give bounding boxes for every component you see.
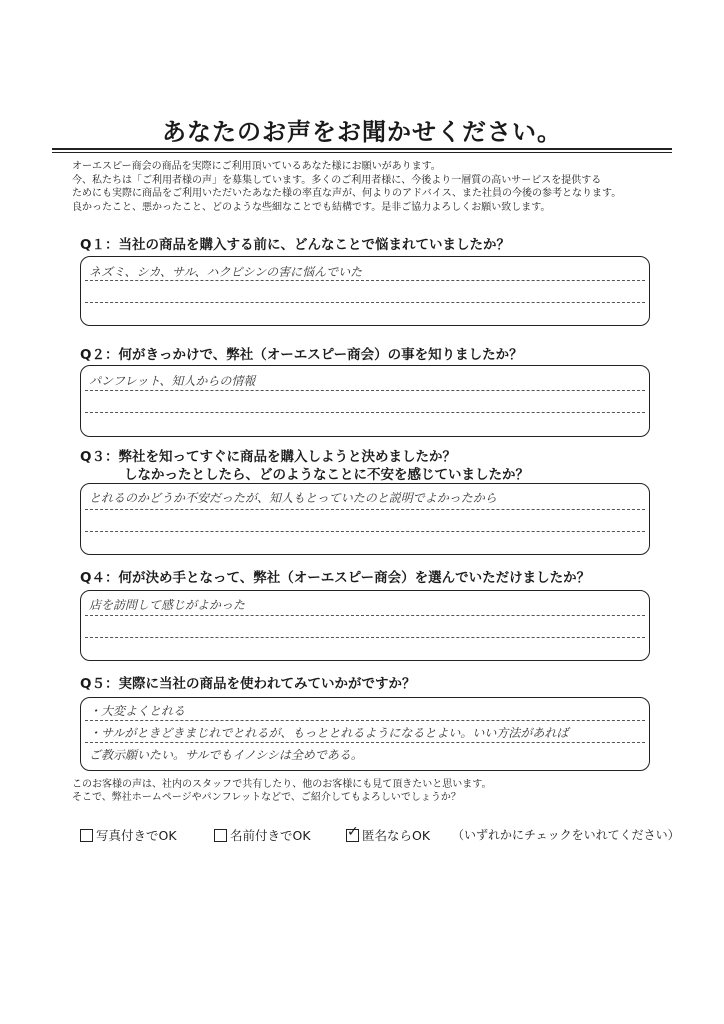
consent-options — [80, 824, 680, 846]
question-3-label-2: しなかったとしたら、どのようなことに不安を感じていましたか？ — [124, 467, 529, 483]
check-mark-icon: ✓ — [347, 824, 359, 840]
option-anonymous-label: 匿名ならOK — [362, 828, 431, 843]
option-photo-ok[interactable] — [80, 826, 177, 844]
answer-rule — [85, 742, 645, 743]
consent-line: そこで、弊社ホームページやパンフレットなどで、ご紹介してもよろしいでしょうか？ — [72, 792, 461, 803]
consent-line: このお客様の声は、社内のスタッフで共有したり、他のお客様にも見て頂きたいと思います。 — [72, 779, 492, 790]
answer-rule — [85, 390, 645, 391]
title-underline-thin — [52, 152, 672, 153]
intro-line: オーエスピー商会の商品を実際にご利用頂いているあなた様にお願いがあります。 — [72, 161, 441, 172]
answer-3-text: とれるのかどうか不安だったが、知人もとっていたのと説明でよかったから — [89, 491, 497, 505]
answer-box-3 — [80, 483, 650, 555]
question-5-label: Q５：実際に当社の商品を使われてみていかがですか？ — [80, 676, 416, 692]
answer-rule — [85, 280, 645, 281]
checkbox-anonymous[interactable] — [346, 824, 359, 842]
answer-box-1 — [80, 256, 650, 326]
answer-5-line-2: ・サルがときどきまじれでとれるが、もっととれるようになるとよい。いい方法があれば — [89, 726, 569, 740]
checkbox-photo[interactable] — [80, 829, 93, 842]
option-name-label: 名前付きでOK — [230, 828, 311, 843]
option-name-ok[interactable] — [214, 826, 311, 844]
consent-text — [72, 778, 492, 804]
answer-rule — [85, 720, 645, 721]
answer-5-line-3: ご教示願いたい。サルでもイノシシは全めである。 — [89, 748, 363, 762]
answer-rule — [85, 302, 645, 303]
checkbox-name[interactable] — [214, 829, 227, 842]
intro-line: 良かったこと、悪かったこと、どのような些細なことでも結構です。是非ご協力よろしくお願い致します。 — [72, 201, 551, 213]
question-2-label: Q２：何がきっかけで、弊社（オーエスピー商会）の事を知りましたか？ — [80, 347, 523, 363]
question-4-label: Q４：何が決め手となって、弊社（オーエスピー商会）を選んでいただけましたか？ — [80, 570, 591, 586]
answer-rule — [85, 615, 645, 616]
page-title: あなたのお声をお聞かせください。 — [162, 118, 562, 146]
answer-4-text: 店を訪問して感じがよかった — [89, 598, 246, 612]
answer-rule — [85, 412, 645, 413]
option-photo-label: 写真付きでOK — [96, 828, 177, 843]
answer-5-line-1: ・大変よくとれる — [89, 704, 186, 718]
answer-box-2 — [80, 365, 650, 437]
title-underline — [52, 148, 672, 150]
intro-line: 今、私たちは「ご利用者様の声」を募集しています。多くのご利用者様に、今後より一層質の高いサービスを提供する — [72, 174, 602, 186]
title-block — [52, 110, 672, 150]
answer-rule — [85, 531, 645, 532]
answer-box-5 — [80, 697, 650, 771]
answer-1-text: ネズミ、シカ、サル、ハクビシンの害に悩んでいた — [89, 265, 363, 279]
intro-line: ためにも実際に商品をご利用いただいたあなた様の率直な声が、何よりのアドバイス、また社員の今後の参考となります。 — [72, 188, 622, 199]
intro-text — [72, 160, 672, 214]
answer-rule — [85, 509, 645, 510]
question-3-label: Q３：弊社を知ってすぐに商品を購入しようと決めましたか？ — [80, 449, 456, 465]
check-instruction: （いずれかにチェックをいれてください） — [452, 828, 680, 842]
option-anonymous-ok[interactable] — [346, 826, 430, 844]
answer-box-4 — [80, 590, 650, 661]
answer-rule — [85, 637, 645, 638]
question-1-label: Q１：当社の商品を購入する前に、どんなことで悩まれていましたか？ — [80, 237, 510, 253]
answer-2-text: パンフレット、知人からの情報 — [89, 374, 256, 388]
